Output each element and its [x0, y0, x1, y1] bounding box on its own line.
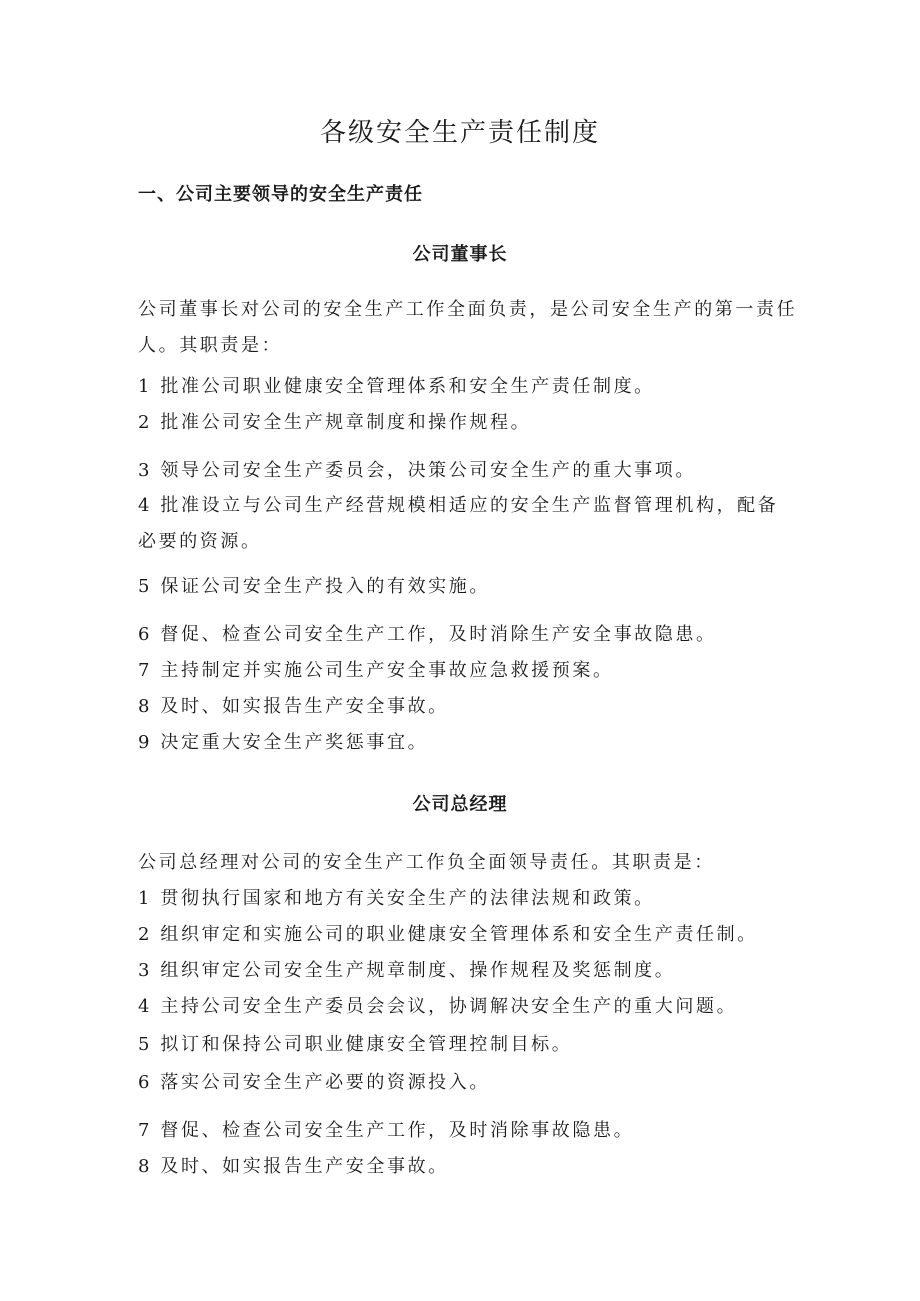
- gm-intro: 公司总经理对公司的安全生产工作负全面领导责任。其职责是：: [138, 852, 715, 873]
- chairman-item: 1 批准公司职业健康安全管理体系和安全生产责任制度。: [138, 376, 655, 397]
- chairman-item: 2 批准公司安全生产规章制度和操作规程。: [138, 412, 532, 433]
- chairman-item: 3 领导公司安全生产委员会，决策公司安全生产的重大事项。: [138, 460, 696, 481]
- gm-heading: 公司总经理: [412, 794, 508, 815]
- gm-item: 2 组织审定和实施公司的职业健康安全管理体系和安全生产责任制。: [138, 924, 758, 945]
- gm-item: 3 组织审定公司安全生产规章制度、操作规程及奖惩制度。: [138, 960, 676, 981]
- chairman-item: 4 批准设立与公司生产经营规模相适应的安全生产监督管理机构，配备必要的资源。: [138, 495, 779, 552]
- chairman-intro: 公司董事长对公司的安全生产工作全面负责，是公司安全生产的第一责任人。其职责是：: [138, 299, 798, 356]
- chairman-heading: 公司董事长: [412, 244, 508, 265]
- chairman-item: 8 及时、如实报告生产安全事故。: [138, 696, 449, 717]
- chairman-item: 9 决定重大安全生产奖惩事宜。: [138, 732, 429, 753]
- section-heading: 一、公司主要领导的安全生产责任: [138, 184, 423, 205]
- chairman-item: 5 保证公司安全生产投入的有效实施。: [138, 576, 490, 597]
- chairman-item: 7 主持制定并实施公司生产安全事故应急救援预案。: [138, 660, 614, 681]
- gm-item: 8 及时、如实报告生产安全事故。: [138, 1156, 449, 1177]
- gm-item: 5 拟订和保持公司职业健康安全管理控制目标。: [138, 1034, 573, 1055]
- chairman-item: 6 督促、检查公司安全生产工作，及时消除生产安全事故隐患。: [138, 624, 717, 645]
- gm-item: 1 贯彻执行国家和地方有关安全生产的法律法规和政策。: [138, 888, 655, 909]
- gm-item: 7 督促、检查公司安全生产工作，及时消除事故隐患。: [138, 1120, 635, 1141]
- document-title: 各级安全生产责任制度: [319, 118, 600, 148]
- gm-item: 4 主持公司安全生产委员会会议，协调解决安全生产的重大问题。: [138, 996, 738, 1017]
- gm-item: 6 落实公司安全生产必要的资源投入。: [138, 1072, 490, 1093]
